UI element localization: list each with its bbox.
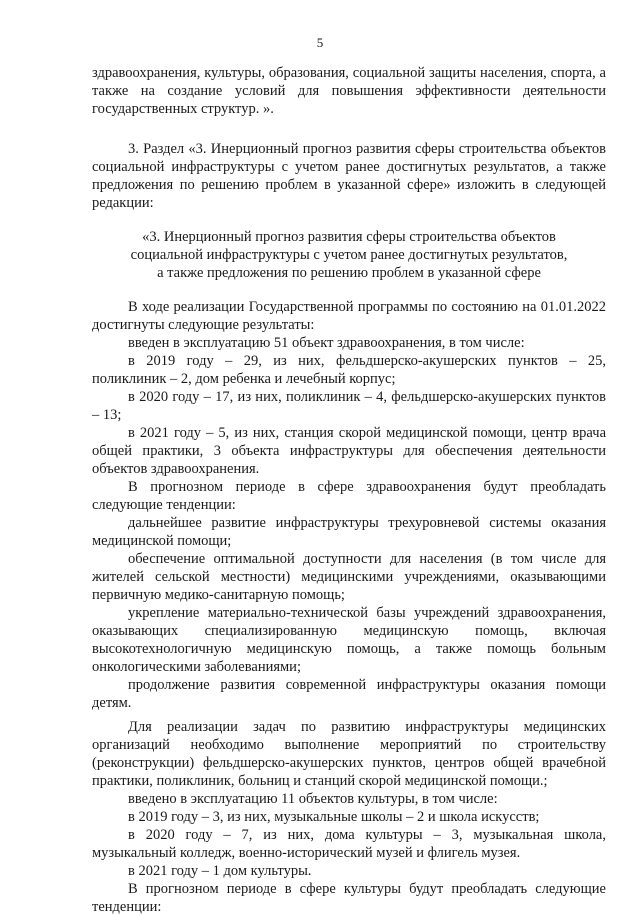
paragraph: обеспечение оптимальной доступности для населения (в том числе для жителей сельской местности) медицинскими учреждениями, оказывающими первичную медико-санитарную помощь; — [92, 551, 606, 603]
paragraph: в 2020 году – 7, из них, дома культуры – 3, музыкальная школа, музыкальный колледж, военно-исторический музей и флигель музея. — [92, 827, 606, 861]
paragraph: в 2019 году – 3, из них, музыкальные школы – 2 и школа искусств; — [128, 809, 540, 825]
paragraph-continuation: здравоохранения, культуры, образования, социальной защиты населения, спорта, а также на создание условий для повышения эффективности деятельности государственных структур. ». — [92, 65, 606, 117]
paragraph-section-3-instruction: 3. Раздел «3. Инерционный прогноз развития сферы строительства объектов социальной инфраструктуры с учетом ранее достигнутых результатов, а также предложения по решению проблем в указанной сфере» изложить в следующей редакции: — [92, 141, 606, 211]
paragraph: В ходе реализации Государственной программы по состоянию на 01.01.2022 достигнуты следующие результаты: — [92, 299, 606, 333]
paragraph: введен в эксплуатацию 51 объект здравоохранения, в том числе: — [128, 335, 525, 351]
document-body — [92, 64, 606, 916]
paragraph: в 2021 году – 1 дом культуры. — [128, 863, 312, 879]
paragraph: Для реализации задач по развитию инфраструктуры медицинских организаций необходимо выполнение мероприятий по строительству (реконструкции) фельдшерско-акушерских пунктов, центров общей врачебной практики, поликлиник, больниц и станций скорой медицинской помощи.; — [92, 719, 606, 789]
heading-line: «3. Инерционный прогноз развития сферы строительства объектов — [142, 229, 556, 245]
paragraph: В прогнозном периоде в сфере здравоохранения будут преобладать следующие тенденции: — [92, 479, 606, 513]
page-number: 5 — [316, 35, 324, 50]
paragraph: дальнейшее развитие инфраструктуры трехуровневой системы оказания медицинской помощи; — [92, 515, 606, 549]
heading-line: социальной инфраструктуры с учетом ранее достигнутых результатов, — [130, 247, 568, 263]
heading-line: а также предложения по решению проблем в указанной сфере — [157, 265, 541, 281]
paragraph: в 2021 году – 5, из них, станция скорой медицинской помощи, центр врача общей практики, 3 объекта инфраструктуры для обеспечения деятельности объектов здравоохранения. — [92, 425, 606, 477]
paragraph: введено в эксплуатацию 11 объектов культуры, в том числе: — [128, 791, 498, 807]
paragraph: В прогнозном периоде в сфере культуры будут преобладать следующие тенденции: — [92, 881, 606, 915]
paragraph: в 2020 году – 17, из них, поликлиник – 4, фельдшерско-акушерских пунктов – 13; — [92, 389, 606, 423]
section-heading — [92, 228, 606, 282]
paragraph: продолжение развития современной инфраструктуры оказания помощи детям. — [92, 677, 606, 711]
paragraph: укрепление материально-технической базы учреждений здравоохранения, оказывающих специализированную медицинскую помощь, включая высокотехнологичную медицинскую помощь, а также помощь больным онкологическими заболеваниями; — [92, 605, 606, 675]
paragraph: в 2019 году – 29, из них, фельдшерско-акушерских пунктов – 25, поликлиник – 2, дом ребенка и лечебный корпус; — [92, 353, 606, 387]
